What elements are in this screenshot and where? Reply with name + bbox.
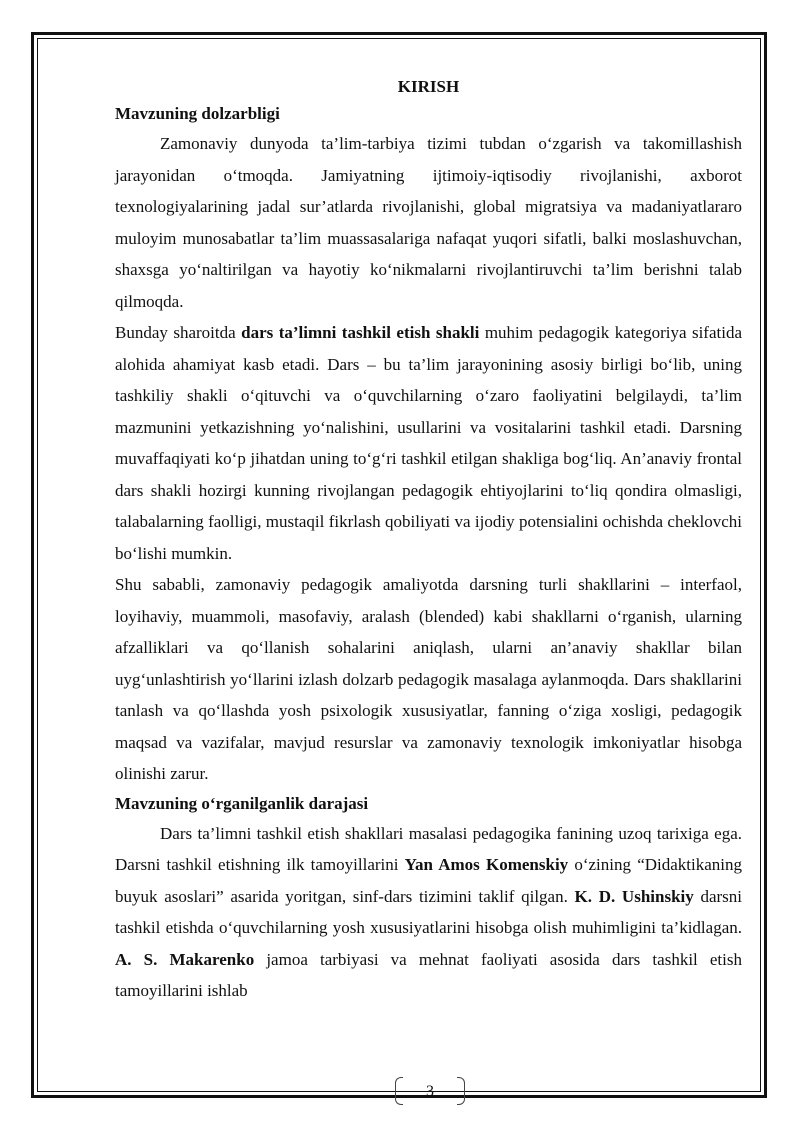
section-heading-study-level: Mavzuning o‘rganilganlik darajasi (115, 793, 369, 813)
paragraph-2 (115, 317, 742, 569)
paragraph-1: Zamonaviy dunyoda ta’lim-tarbiya tizimi tubdan o‘zgarish va takomillashish jarayonidan o‘tmoqda. Jamiyatning ijtimoiy-iqtisodiy rivojlanishi, axborot texnologiyalarining jadal sur’atlarda rivojlanishi, global migratsiya va madaniyatlararo muloyim munosabatlar ta’lim muassasalariga nafaqat yuqori sifatli, balki moslashuvchan, shaxsga yo‘naltirilgan va hayotiy ko‘nikmalarni rivojlantiruvchi ta’lim berishni talab qilmoqda. (115, 134, 742, 311)
section-heading-relevance: Mavzuning dolzarbligi (115, 104, 280, 123)
paragraph-2-text-b: muhim pedagogik kategoriya sifatida alohida ahamiyat kasb etadi. Dars – bu ta’lim jarayonining asosiy birligi bo‘lib, uning tashkiliy shakli o‘qituvchi va o‘quvchilarning o‘zaro faoliyatini belgilaydi, ta’lim mazmunini yetkazishning yo‘nalishini, usullarini va vositalarini tashkil etadi. Darsning muvaffaqiyati ko‘p jihatdan uning to‘g‘ri tashkil etilgan shakliga bog‘liq. An’anaviy frontal dars shakli hozirgi kunning rivojlangan pedagogik ehtiyojlarini to‘liq qondira olmasligi, talabalarning faolligi, mustaqil fikrlash qobiliyati va ijodiy potensialini ochishda cheklovchi bo‘lishi mumkin. (115, 323, 743, 563)
page-number (395, 1075, 465, 1109)
document-body (115, 74, 742, 1007)
document-title: KIRISH (397, 77, 460, 96)
paragraph-4 (115, 818, 742, 1007)
paragraph-4-text-a: Dars ta’limni tashkil etish shakllari masalasi pedagogika fanining uzoq tarixiga ega. Darsni tashkil etishning ilk tamoyillarini (115, 823, 742, 874)
author-komenskiy: Yan Amos Komenskiy (404, 855, 569, 874)
paragraph-2-text-a: Bunday sharoitda (115, 323, 242, 342)
paragraph-4-text-e: darsni tashkil etishda o‘quvchilarning yosh xususiyatlarini hisobga olish muhimligini ta’kidlagan. (115, 886, 743, 937)
paragraph-4-text-c: o‘zining “Didaktikaning buyuk asoslari” asarida yoritgan, sinf-dars tizimini taklif qilgan. (115, 855, 742, 906)
page-number-bracket-right (457, 1077, 465, 1105)
page-number-text: 3 (426, 1083, 434, 1100)
author-makarenko: A. S. Makarenko (115, 949, 255, 969)
paragraph-3: Shu sababli, zamonaviy pedagogik amaliyotda darsning turli shakllarini – interfaol, loyihaviy, muammoli, masofaviy, aralash (blended) kabi shakllarni o‘rganish, ularning afzalliklari va qo‘llanish sohalarini aniqlash, ularni an’anaviy shakllar bilan uyg‘unlashtirish yo‘llarini izlash dolzarb pedagogik masalaga aylanmoqda. Dars shakllarini tanlash va qo‘llashda yosh psixologik xususiyatlar, fanning o‘ziga xosligi, pedagogik maqsad va vazifalar, mavjud resurslar va zamonaviy texnologik imkoniyatlar hisobga olinishi zarur. (115, 575, 742, 783)
paragraph-4-text-g: jamoa tarbiyasi va mehnat faoliyati asosida dars tashkil etish tamoyillarini ishlab (115, 949, 742, 1000)
paragraph-2-bold-term: dars ta’limni tashkil etish shakli (241, 323, 480, 342)
author-ushinskiy: K. D. Ushinskiy (574, 886, 694, 906)
